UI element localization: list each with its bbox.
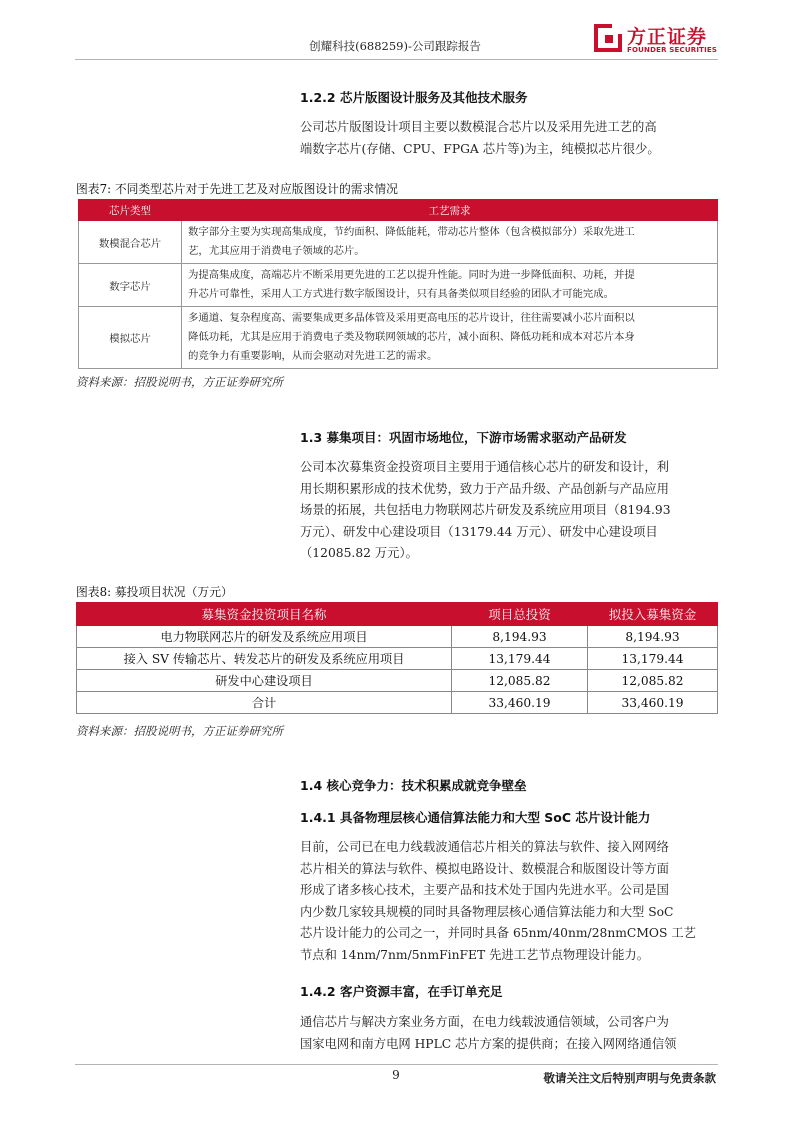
section-1-4-1-paragraph <box>300 837 718 966</box>
requirement-cell <box>182 264 718 307</box>
cell-line: 多通道、复杂程度高、需要集成更多晶体管及采用更高电压的芯片设计，往往需要减小芯片面积以 <box>188 312 635 324</box>
paragraph-line: 芯片设计能力的公司之一，并同时具备 65nm/40nm/28nmCMOS 工艺 <box>300 926 696 940</box>
chip-type-cell: 数模混合芯片 <box>79 221 182 264</box>
total-investment-cell: 33,460.19 <box>452 692 588 714</box>
cell-line: 艺，尤其应用于消费电子领域的芯片。 <box>188 245 365 257</box>
cell-line: 的竞争力有重要影响，从而会驱动对先进工艺的需求。 <box>188 350 438 362</box>
cell-line: 数字部分主要为实现高集成度，节约面积、降低能耗，带动芯片整体（包含模拟部分）采取先进工 <box>188 226 635 238</box>
table-total-row <box>77 692 718 714</box>
cell-line: 降低功耗，尤其是应用于消费电子类及物联网领域的芯片，减小面积、降低功耗和成本对芯片本身 <box>188 331 635 343</box>
section-heading-1-4-2: 1.4.2 客户资源丰富，在手订单充足 <box>300 984 503 999</box>
chip-type-cell: 数字芯片 <box>79 264 182 307</box>
total-investment-cell: 12,085.82 <box>452 670 588 692</box>
table-row <box>77 670 718 692</box>
column-header: 工艺需求 <box>182 200 718 221</box>
project-name-cell: 研发中心建设项目 <box>77 670 452 692</box>
table-row <box>79 264 718 307</box>
header-divider <box>75 59 718 60</box>
logo-name-en: FOUNDER SECURITIES <box>627 46 718 54</box>
footer-disclaimer: 敬请关注文后特别声明与免责条款 <box>543 1071 716 1085</box>
cell-line: 升芯片可靠性，采用人工方式进行数字版图设计，只有具备类似项目经验的团队才可能完成。 <box>188 288 615 300</box>
figure8-table <box>76 602 718 714</box>
table-header-row <box>77 603 718 626</box>
requirement-cell <box>182 307 718 369</box>
paragraph-line: 内少数几家较具规模的同时具备物理层核心通信算法能力和大型 SoC <box>300 904 674 919</box>
paragraph-line: 万元）、研发中心建设项目（13179.44 万元）、研发中心建设项目 <box>300 524 658 539</box>
page-number: 9 <box>392 1068 400 1082</box>
total-investment-cell: 13,179.44 <box>452 648 588 670</box>
section-heading-1-3: 1.3 募集项目：巩固市场地位，下游市场需求驱动产品研发 <box>300 430 627 445</box>
company-logo <box>594 22 724 58</box>
paragraph-line: 公司芯片版图设计项目主要以数模混合芯片以及采用先进工艺的高 <box>300 120 657 134</box>
section-heading-1-4-1: 1.4.1 具备物理层核心通信算法能力和大型 SoC 芯片设计能力 <box>300 810 651 825</box>
paragraph-line: 节点和 14nm/7nm/5nmFinFET 先进工艺节点物理设计能力。 <box>300 947 649 962</box>
logo-name-cn: 方正证券 <box>627 26 708 48</box>
paragraph-line: 芯片相关的算法与软件、模拟电路设计、数模混合和版图设计等方面 <box>300 861 669 876</box>
raised-funds-cell: 33,460.19 <box>588 692 718 714</box>
table-row <box>77 648 718 670</box>
section-heading-1-4: 1.4 核心竞争力：技术积累成就竞争壁垒 <box>300 778 527 793</box>
total-investment-cell: 8,194.93 <box>452 626 588 648</box>
chip-type-cell: 模拟芯片 <box>79 307 182 369</box>
figure8-source: 资料来源：招股说明书，方正证券研究所 <box>76 724 283 738</box>
section-1-3-paragraph <box>300 457 718 565</box>
paragraph-line: 目前，公司已在电力线载波通信芯片相关的算法与软件、接入网网络 <box>300 840 669 854</box>
header-report-title: 创耀科技(688259)-公司跟踪报告 <box>309 39 481 53</box>
paragraph-line: 端数字芯片(存储、CPU、FPGA 芯片等)为主，纯模拟芯片很少。 <box>300 141 660 156</box>
raised-funds-cell: 12,085.82 <box>588 670 718 692</box>
paragraph-line: 形成了诸多核心技术，主要产品和技术处于国内先进水平。公司是国 <box>300 883 669 897</box>
section-1-4-2-paragraph <box>300 1012 718 1055</box>
figure7-title: 图表7: 不同类型芯片对于先进工艺及对应版图设计的需求情况 <box>76 182 398 196</box>
figure8-title: 图表8: 募投项目状况（万元） <box>76 585 233 599</box>
table-row <box>77 626 718 648</box>
column-header: 芯片类型 <box>79 200 182 221</box>
figure7-source: 资料来源：招股说明书，方正证券研究所 <box>76 375 283 389</box>
requirement-cell <box>182 221 718 264</box>
raised-funds-cell: 8,194.93 <box>588 626 718 648</box>
figure7-table <box>78 199 718 369</box>
founder-logo-icon <box>594 24 622 52</box>
paragraph-line: 通信芯片与解决方案业务方面，在电力线载波通信领域，公司客户为 <box>300 1015 669 1029</box>
raised-funds-cell: 13,179.44 <box>588 648 718 670</box>
table-header-row <box>79 200 718 221</box>
paragraph-line: 国家电网和南方电网 HPLC 芯片方案的提供商；在接入网网络通信领 <box>300 1036 677 1051</box>
project-name-cell: 电力物联网芯片的研发及系统应用项目 <box>77 626 452 648</box>
table-row <box>79 221 718 264</box>
paragraph-line: 场景的拓展，共包括电力物联网芯片研发及系统应用项目（8194.93 <box>300 503 671 517</box>
column-header: 项目总投资 <box>452 603 588 626</box>
table-row <box>79 307 718 369</box>
section-heading-1-2-2: 1.2.2 芯片版图设计服务及其他技术服务 <box>300 90 528 105</box>
paragraph-line: 用长期积累形成的技术优势，致力于产品升级、产品创新与产品应用 <box>300 481 669 496</box>
column-header: 募集资金投资项目名称 <box>77 603 452 626</box>
project-name-cell: 接入 SV 传输芯片、转发芯片的研发及系统应用项目 <box>77 648 452 670</box>
project-name-cell: 合计 <box>77 692 452 714</box>
paragraph-line: （12085.82 万元）。 <box>300 546 418 560</box>
cell-line: 为提高集成度，高端芯片不断采用更先进的工艺以提升性能。同时为进一步降低面积、功耗，并提 <box>188 269 635 281</box>
column-header: 拟投入募集资金 <box>588 603 718 626</box>
paragraph-line: 公司本次募集资金投资项目主要用于通信核心芯片的研发和设计，利 <box>300 460 669 474</box>
footer-divider <box>75 1064 718 1065</box>
section-1-2-2-paragraph <box>300 117 718 160</box>
